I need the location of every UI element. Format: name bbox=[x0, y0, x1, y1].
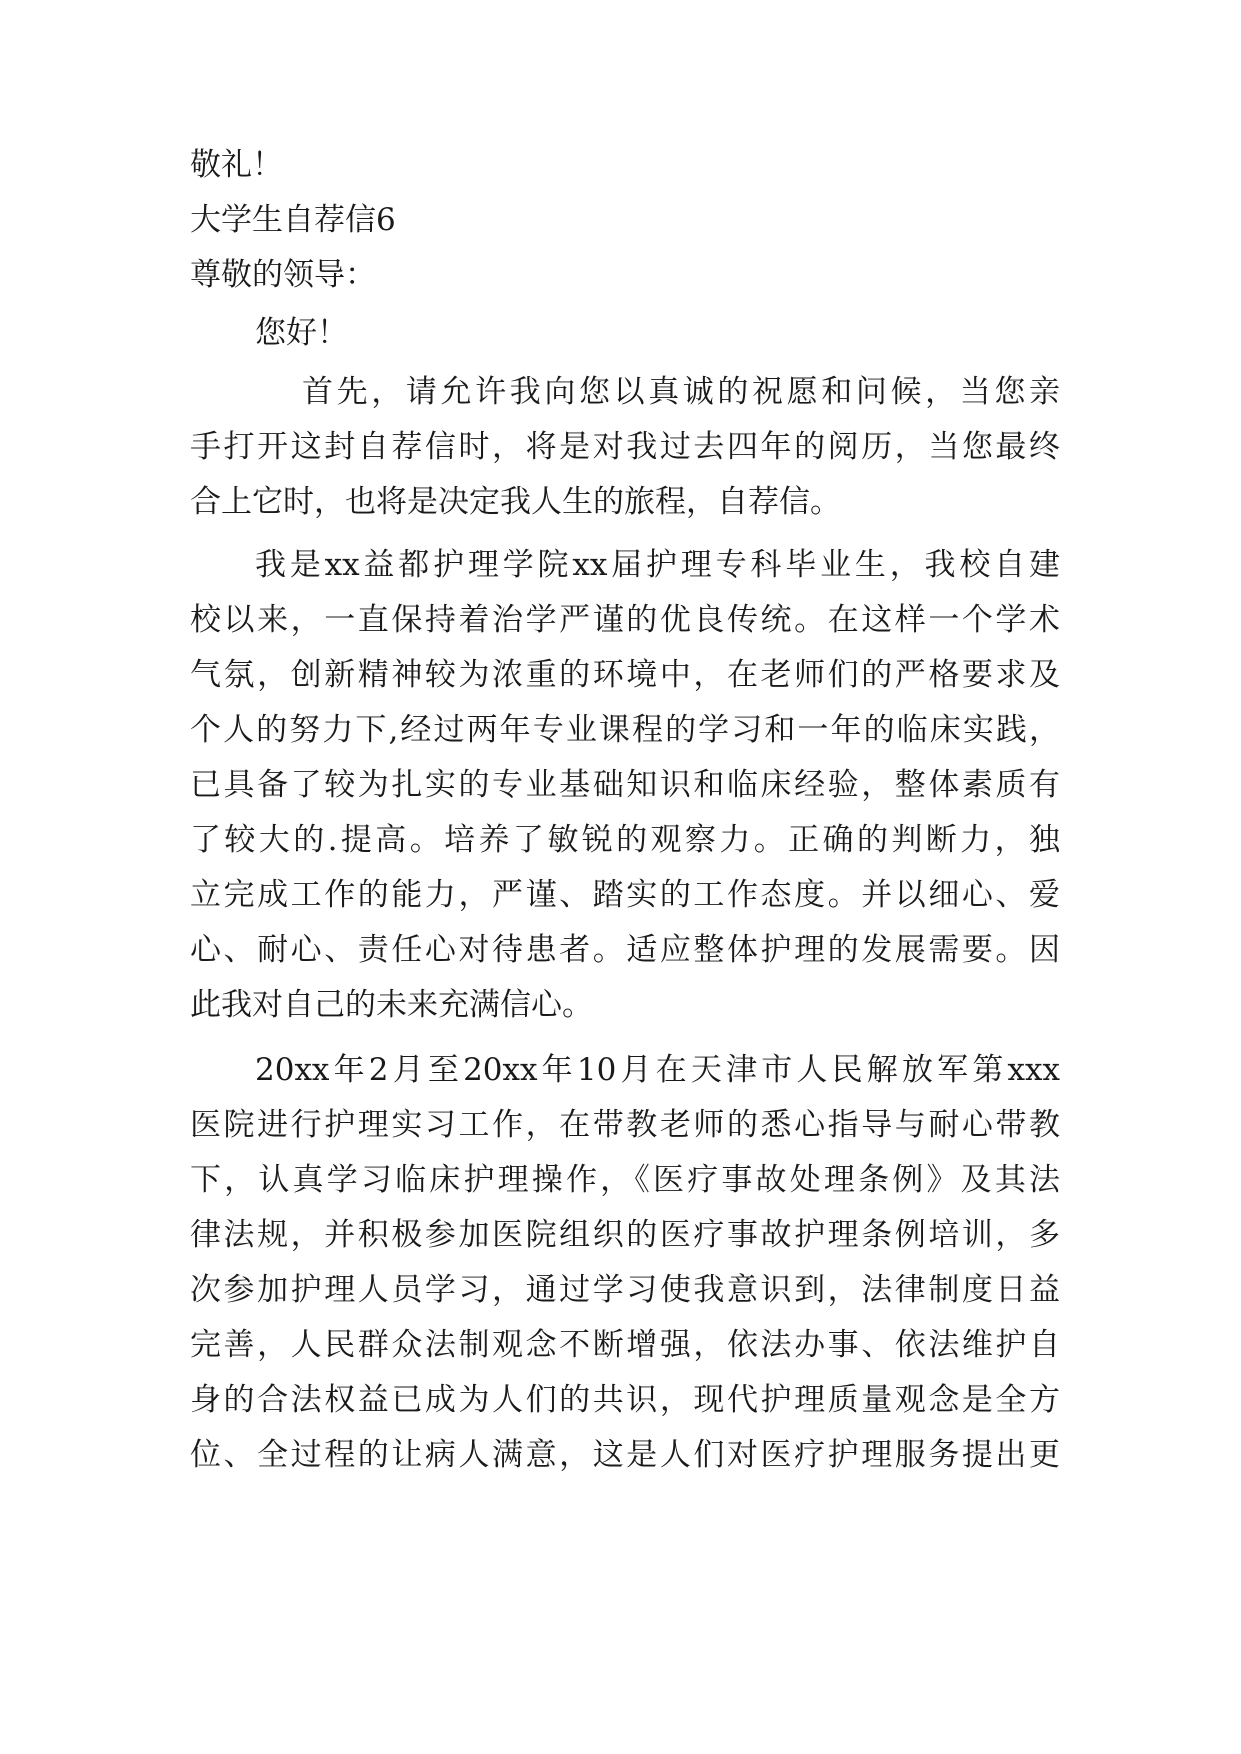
salutation: 尊敬的领导： bbox=[190, 257, 376, 293]
paragraph1-line: 手打开这封自荐信时，将是对我过去四年的阅历，当您最终 bbox=[190, 429, 1060, 465]
paragraph2-line: 立完成工作的能力，严谨、踏实的工作态度。并以细心、爱 bbox=[190, 877, 1060, 913]
section-title: 大学生自荐信6 bbox=[190, 202, 396, 238]
paragraph2-line: 此我对自己的未来充满信心。 bbox=[190, 987, 593, 1023]
closing-line: 敬礼！ bbox=[190, 147, 283, 183]
paragraph3-line: 医院进行护理实习工作，在带教老师的悉心指导与耐心带教 bbox=[190, 1107, 1060, 1143]
paragraph2-line: 个人的努力下,经过两年专业课程的学习和一年的临床实践， bbox=[190, 712, 1060, 748]
paragraph3-line: 20xx年2月至20xx年10月在天津市人民解放军第xxx bbox=[255, 1052, 1060, 1088]
paragraph1-line: 首先，请允许我向您以真诚的祝愿和问候，当您亲 bbox=[302, 374, 1060, 410]
paragraph2-line: 气氛，创新精神较为浓重的环境中，在老师们的严格要求及 bbox=[190, 657, 1060, 693]
paragraph2-line: 了较大的.提高。培养了敏锐的观察力。正确的判断力，独 bbox=[190, 822, 1060, 858]
paragraph1-line: 合上它时，也将是决定我人生的旅程，自荐信。 bbox=[190, 484, 841, 520]
paragraph2-line: 已具备了较为扎实的专业基础知识和临床经验，整体素质有 bbox=[190, 767, 1060, 803]
paragraph3-line: 位、全过程的让病人满意，这是人们对医疗护理服务提出更 bbox=[190, 1437, 1060, 1473]
paragraph3-line: 下，认真学习临床护理操作，《医疗事故处理条例》及其法 bbox=[190, 1162, 1060, 1198]
paragraph3-line: 完善，人民群众法制观念不断增强，依法办事、依法维护自 bbox=[190, 1327, 1060, 1363]
paragraph3-line: 身的合法权益已成为人们的共识，现代护理质量观念是全方 bbox=[190, 1382, 1060, 1418]
paragraph2-line: 校以来，一直保持着治学严谨的优良传统。在这样一个学术 bbox=[190, 602, 1060, 638]
paragraph3-line: 律法规，并积极参加医院组织的医疗事故护理条例培训，多 bbox=[190, 1217, 1060, 1253]
paragraph3-line: 次参加护理人员学习，通过学习使我意识到，法律制度日益 bbox=[190, 1272, 1060, 1308]
paragraph2-line: 我是xx益都护理学院xx届护理专科毕业生，我校自建 bbox=[255, 547, 1060, 583]
paragraph2-line: 心、耐心、责任心对待患者。适应整体护理的发展需要。因 bbox=[190, 932, 1060, 968]
greeting: 您好！ bbox=[255, 315, 348, 351]
